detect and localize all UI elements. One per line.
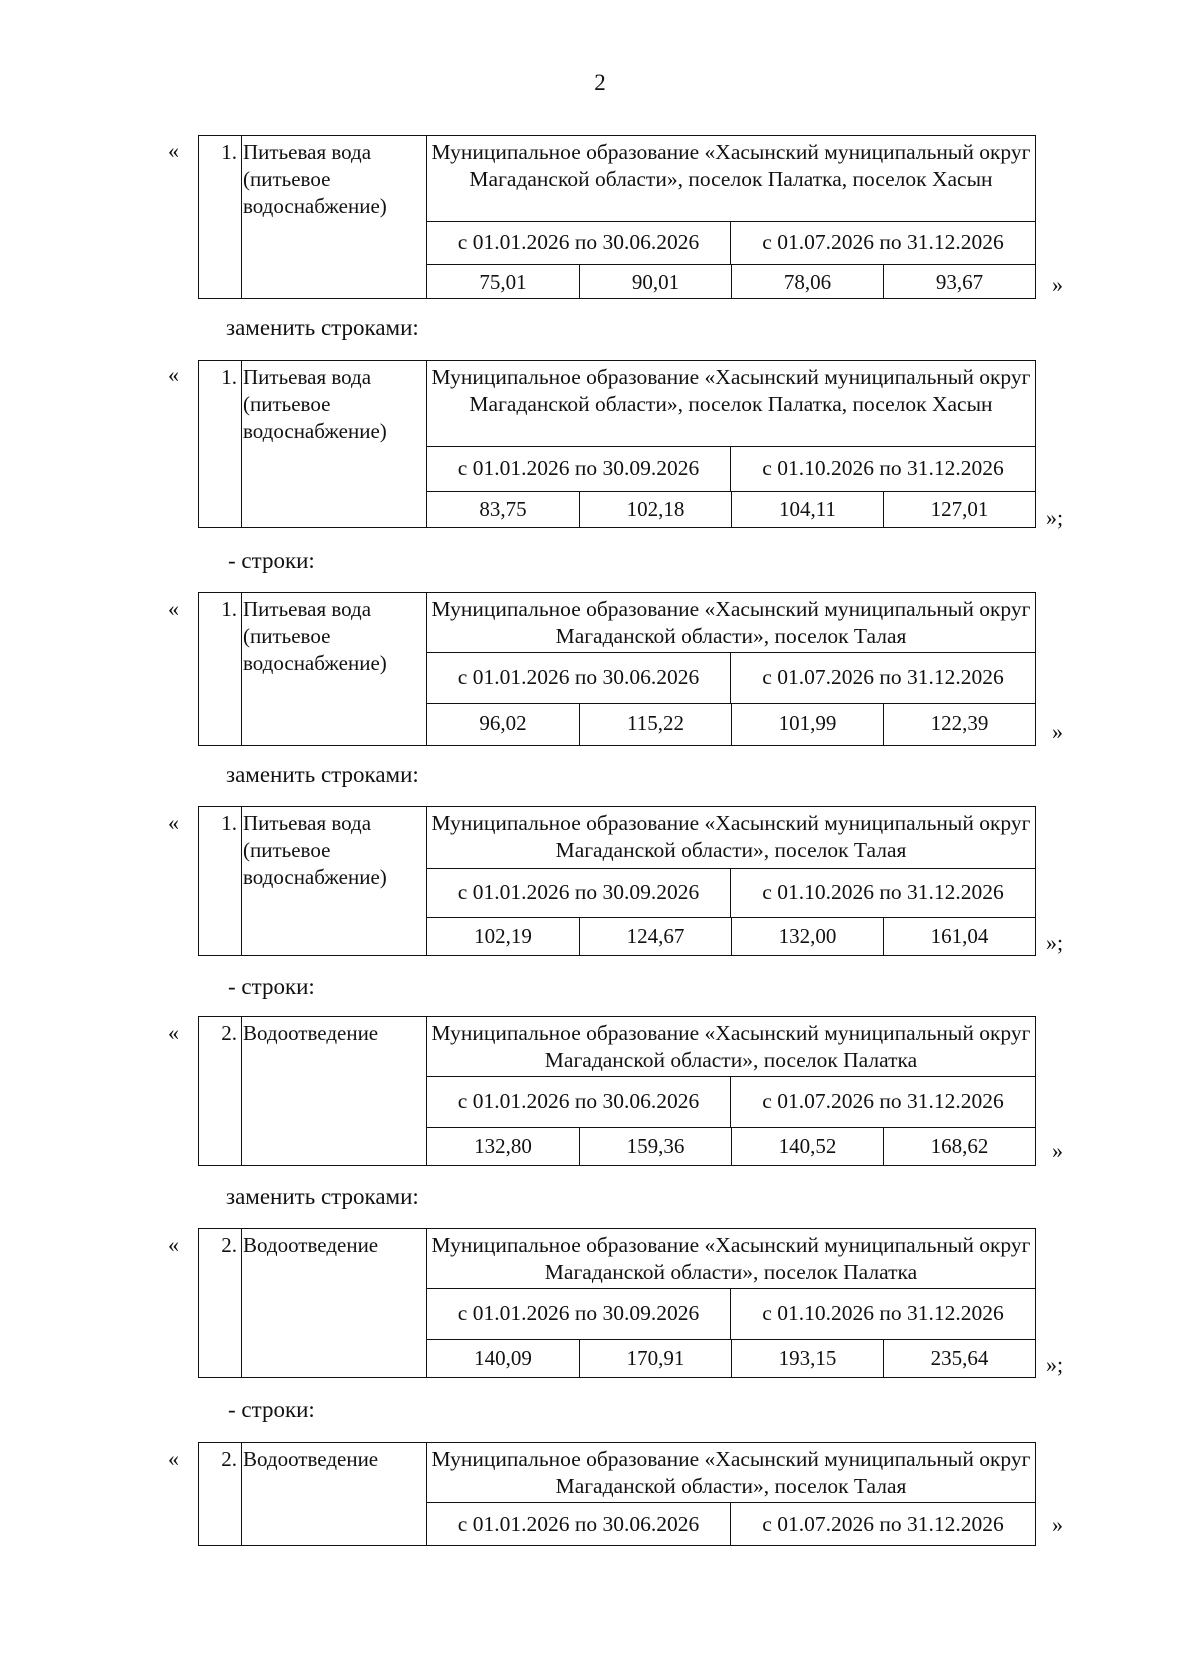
close-quote: » <box>1052 719 1063 744</box>
tariff-value: 127,01 <box>883 491 1035 527</box>
tariff-value: 102,19 <box>474 924 532 948</box>
service-name: Водоотведение <box>241 1229 427 1377</box>
municipality-heading: Муниципальное образование «Хасынский муниципальный округ Магаданской области», поселок Талая <box>427 593 1035 653</box>
service-name: Водоотведение <box>241 1017 427 1165</box>
replace-instruction: заменить строками: <box>226 1184 419 1209</box>
tariff-value: 122,39 <box>883 703 1035 745</box>
service-name: Питьевая вода (питьевое водоснабжение) <box>241 807 427 955</box>
open-quote: « <box>168 138 179 163</box>
page-number: 2 <box>594 70 606 95</box>
tariff-value: 93,67 <box>883 264 1035 298</box>
tariff-value: 168,62 <box>883 1127 1035 1165</box>
tariff-table <box>198 1016 1036 1166</box>
municipality-heading: Муниципальное образование «Хасынский муниципальный округ Магаданской области», поселок Палатка, поселок Хасын <box>427 361 1035 447</box>
municipality-heading: Муниципальное образование «Хасынский муниципальный округ Магаданской области», поселок Талая <box>427 807 1035 869</box>
tariff-value: 115,22 <box>579 703 731 745</box>
municipality-heading: Муниципальное образование «Хасынский муниципальный округ Магаданской области», поселок Талая <box>427 1443 1035 1503</box>
open-quote: « <box>168 362 179 387</box>
close-quote: »; <box>1046 505 1064 530</box>
replace-instruction: заменить строками: <box>226 762 419 787</box>
open-quote: « <box>168 810 179 835</box>
row-number: 1. <box>221 811 237 835</box>
period-1: с 01.01.2026 по 30.06.2026 <box>427 1077 731 1127</box>
tariff-table <box>198 1442 1036 1546</box>
tariff-table <box>198 1228 1036 1378</box>
close-quote: » <box>1052 272 1063 297</box>
tariff-value: 140,52 <box>731 1127 883 1165</box>
period-2: с 01.10.2026 по 31.12.2026 <box>762 456 1004 480</box>
period-1: с 01.01.2026 по 30.06.2026 <box>427 1503 731 1545</box>
tariff-value: 235,64 <box>883 1339 1035 1377</box>
tariff-value: 124,67 <box>579 917 731 955</box>
municipality-heading: Муниципальное образование «Хасынский муниципальный округ Магаданской области», поселок Палатка <box>427 1229 1035 1289</box>
tariff-value: 159,36 <box>579 1127 731 1165</box>
period-2: с 01.07.2026 по 31.12.2026 <box>762 230 1004 254</box>
service-name: Водоотведение <box>241 1443 427 1545</box>
municipality-heading: Муниципальное образование «Хасынский муниципальный округ Магаданской области», поселок Палатка, поселок Хасын <box>427 136 1035 222</box>
row-number: 1. <box>221 365 237 389</box>
period-2: с 01.07.2026 по 31.12.2026 <box>762 665 1004 689</box>
tariff-value: 140,09 <box>474 1346 532 1370</box>
rows-instruction: - строки: <box>228 548 315 573</box>
row-number: 2. <box>221 1021 237 1045</box>
open-quote: « <box>168 1446 179 1471</box>
tariff-table <box>198 360 1036 528</box>
tariff-value: 170,91 <box>579 1339 731 1377</box>
tariff-value: 161,04 <box>883 917 1035 955</box>
rows-instruction: - строки: <box>228 974 315 999</box>
tariff-value: 104,11 <box>731 491 883 527</box>
open-quote: « <box>168 1232 179 1257</box>
tariff-value: 78,06 <box>731 264 883 298</box>
row-number: 2. <box>221 1233 237 1257</box>
period-2: с 01.10.2026 по 31.12.2026 <box>762 880 1004 904</box>
row-number: 1. <box>221 597 237 621</box>
close-quote: » <box>1052 1138 1063 1163</box>
municipality-heading: Муниципальное образование «Хасынский муниципальный округ Магаданской области», поселок Палатка <box>427 1017 1035 1077</box>
open-quote: « <box>168 596 179 621</box>
tariff-value: 96,02 <box>479 711 527 735</box>
tariff-value: 90,01 <box>579 264 731 298</box>
tariff-value: 193,15 <box>731 1339 883 1377</box>
tariff-value: 75,01 <box>479 270 527 294</box>
period-2: с 01.07.2026 по 31.12.2026 <box>762 1089 1004 1113</box>
service-name: Питьевая вода (питьевое водоснабжение) <box>241 361 427 527</box>
tariff-table <box>198 592 1036 746</box>
row-number: 1. <box>221 140 237 164</box>
tariff-value: 102,18 <box>579 491 731 527</box>
replace-instruction: заменить строками: <box>226 315 419 340</box>
period-1: с 01.01.2026 по 30.06.2026 <box>427 222 731 264</box>
close-quote: »; <box>1046 1352 1064 1377</box>
tariff-value: 101,99 <box>731 703 883 745</box>
row-number: 2. <box>221 1447 237 1471</box>
tariff-table <box>198 135 1036 299</box>
tariff-value: 132,80 <box>474 1134 532 1158</box>
period-2: с 01.10.2026 по 31.12.2026 <box>762 1301 1004 1325</box>
tariff-table <box>198 806 1036 956</box>
close-quote: »; <box>1046 930 1064 955</box>
period-1: с 01.01.2026 по 30.06.2026 <box>427 653 731 703</box>
period-1: с 01.01.2026 по 30.09.2026 <box>427 869 731 917</box>
period-1: с 01.01.2026 по 30.09.2026 <box>427 447 731 491</box>
period-2: с 01.07.2026 по 31.12.2026 <box>762 1512 1004 1536</box>
service-name: Питьевая вода (питьевое водоснабжение) <box>241 593 427 745</box>
tariff-value: 132,00 <box>731 917 883 955</box>
rows-instruction: - строки: <box>228 1397 315 1422</box>
tariff-value: 83,75 <box>479 497 527 521</box>
open-quote: « <box>168 1020 179 1045</box>
service-name: Питьевая вода (питьевое водоснабжение) <box>241 136 427 298</box>
close-quote: » <box>1052 1512 1063 1537</box>
period-1: с 01.01.2026 по 30.09.2026 <box>427 1289 731 1339</box>
